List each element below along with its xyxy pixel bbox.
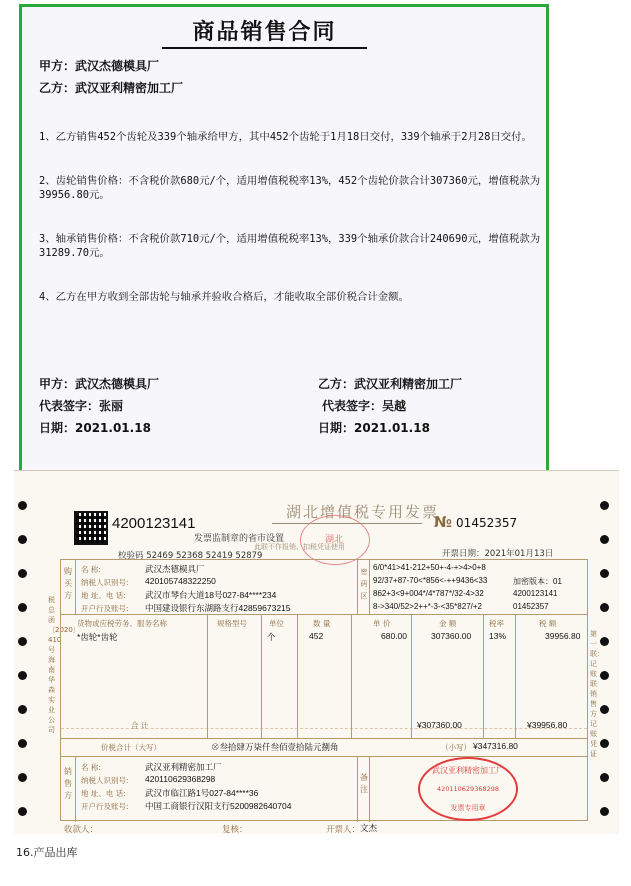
invoice-code: 4200123141 xyxy=(112,515,196,532)
item-amount: 307360.00 xyxy=(431,631,472,641)
stamp-id-text: 420110629368298 xyxy=(436,785,500,793)
figure-caption: 16.产品出库 xyxy=(16,846,78,859)
cipher-line-2: 92/37+87-70<*856<-++9436<33 xyxy=(373,576,488,585)
sales-contract xyxy=(19,4,549,470)
sig-a-sign: 代表签字：张丽 xyxy=(39,399,124,413)
seller-addr-label: 地 址、电 话: xyxy=(81,789,126,798)
clause-2: 2、齿轮销售价格：不含税价款680元/个，适用增值税税率13%，452个齿轮价款合计307360元，增值税款为39956.80元。 xyxy=(39,174,541,201)
party-b: 乙方：武汉亚利精密加工厂 xyxy=(39,81,184,95)
clause-1: 1、乙方销售452个齿轮及339个轴承给甲方，其中452个齿轮于1月18日交付，339个轴承于2月28日交付。 xyxy=(39,131,532,143)
total-tax: ¥39956.80 xyxy=(527,720,568,730)
issuer-label: 开票人： xyxy=(326,825,361,834)
seller-name: 武汉亚利精密加工厂 xyxy=(145,762,222,772)
watermark-note: 此联不作报销、扣税凭证使用 xyxy=(254,543,345,551)
seller-name-label: 名 称: xyxy=(81,763,101,772)
col-tax: 税 额 xyxy=(539,619,557,628)
invoice-title: 湖北增值税专用发票 xyxy=(286,503,440,521)
buyer-bank: 中国建设银行东湖路支行42859673215 xyxy=(145,603,291,613)
number-value: 01452357 xyxy=(456,516,518,530)
item-qty: 452 xyxy=(309,631,324,641)
supervision-stamp xyxy=(300,515,370,565)
item-tax: 39956.80 xyxy=(545,631,581,641)
sum-small-label: （小写） xyxy=(441,743,471,752)
contract-clauses xyxy=(39,101,544,333)
seller-bank-label: 开户行及账号: xyxy=(81,802,129,811)
check-code: 校验码 52469 52368 52419 52879 xyxy=(118,551,263,561)
sig-a-date: 日期：2021.01.18 xyxy=(39,421,151,435)
col-price: 单 价 xyxy=(373,619,391,628)
col-qty: 数 量 xyxy=(313,619,331,628)
item-rate: 13% xyxy=(489,631,507,641)
clause-4: 4、乙方在甲方收到全部齿轮与轴承并验收合格后，才能收取全部价税合计金额。 xyxy=(39,290,409,303)
vat-invoice xyxy=(14,470,619,834)
buyer-bank-label: 开户行及账号: xyxy=(81,604,129,613)
item-name: *齿轮*齿轮 xyxy=(77,632,118,642)
buyer-label: 购买方 xyxy=(64,567,72,600)
contract-title: 商品销售合同 xyxy=(162,17,367,49)
cipher-label: 密码区 xyxy=(360,568,368,600)
seller-stamp xyxy=(418,757,518,821)
party-a: 甲方：武汉杰德模具厂 xyxy=(39,59,160,73)
cipher-number: 01452357 xyxy=(513,602,549,611)
stamp-bottom-text: 发票专用章 xyxy=(450,804,486,812)
side-right-note: 第一联：记账联 销售方记账凭证 xyxy=(590,630,604,758)
seller-label: 销售方 xyxy=(64,767,72,800)
clause-3: 3、轴承销售价格：不含税价款710元/个，适用增值税税率13%，339个轴承价款合计240690元，增值税款为31289.70元。 xyxy=(39,232,541,259)
buyer-name: 武汉杰德模具厂 xyxy=(145,564,205,574)
buyer-tax-id: 420105748322250 xyxy=(145,576,216,586)
reviewer-label: 复核： xyxy=(222,825,248,834)
payee-label: 收款人： xyxy=(64,825,99,834)
seller-addr: 武汉市临江路1号027-84****36 xyxy=(145,788,259,798)
seller-tax-label: 纳税人识别号: xyxy=(81,776,129,785)
cipher-line-3: 862+3<9+004*/4*787*/32-4>32 xyxy=(373,589,484,598)
col-goods: 货物或应税劳务、服务名称 xyxy=(77,619,167,628)
cipher-line-4: 8->340/52>2++*-3-<35*827/+2 xyxy=(373,602,482,611)
buyer-tax-label: 纳税人识别号: xyxy=(81,578,129,587)
total-label: 合 计 xyxy=(131,721,149,730)
supervision-stamp-text: 湖北 xyxy=(325,535,344,545)
sum-label: 价税合计（大写） xyxy=(101,743,161,752)
item-unit: 个 xyxy=(267,632,276,642)
printed-note: 发票监制章的省市设置 xyxy=(194,534,285,544)
sum-small: ¥347316.80 xyxy=(473,741,518,751)
left-tractor-holes xyxy=(16,471,30,834)
invoice-number xyxy=(434,513,517,531)
seller-tax-id: 420110629368298 xyxy=(145,774,216,784)
remark-label: 备注 xyxy=(360,773,368,794)
qr-code-icon xyxy=(74,511,108,545)
issue-date: 开票日期：2021年01月13日 xyxy=(442,549,554,559)
side-left-note: 税总函〔2020〕410号海南华森实业公司 xyxy=(48,596,80,734)
buyer-name-label: 名 称: xyxy=(81,565,101,574)
sum-words: ⊗叁拾肆万柒仟叁佰壹拾陆元捌角 xyxy=(211,742,339,752)
buyer-addr: 武汉市琴台大道18号027-84****234 xyxy=(145,590,277,600)
cipher-code: 4200123141 xyxy=(513,589,558,598)
sig-a-party: 甲方：武汉杰德模具厂 xyxy=(39,377,160,391)
sig-b-date: 日期：2021.01.18 xyxy=(318,421,430,435)
issuer-name: 文杰 xyxy=(360,823,378,833)
cipher-version: 加密版本：01 xyxy=(513,577,562,586)
number-prefix: № xyxy=(434,513,453,531)
item-price: 680.00 xyxy=(381,631,407,641)
seller-bank: 中国工商银行汉阳支行5200982640704 xyxy=(145,801,292,811)
col-amount: 金 额 xyxy=(439,619,457,628)
cipher-line-1: 6/0*41>41-212+50+-4-+>4>0+8 xyxy=(373,563,486,572)
sig-b-sign: 代表签字：吴越 xyxy=(322,399,407,413)
buyer-addr-label: 地 址、电 话: xyxy=(81,591,126,600)
total-amount: ¥307360.00 xyxy=(417,720,462,730)
sig-b-party: 乙方：武汉亚利精密加工厂 xyxy=(318,377,463,391)
col-unit: 单位 xyxy=(269,619,284,628)
col-rate: 税率 xyxy=(489,619,504,628)
stamp-top-text: 武汉亚利精密加工厂 xyxy=(432,766,504,775)
col-spec: 规格型号 xyxy=(217,619,247,628)
